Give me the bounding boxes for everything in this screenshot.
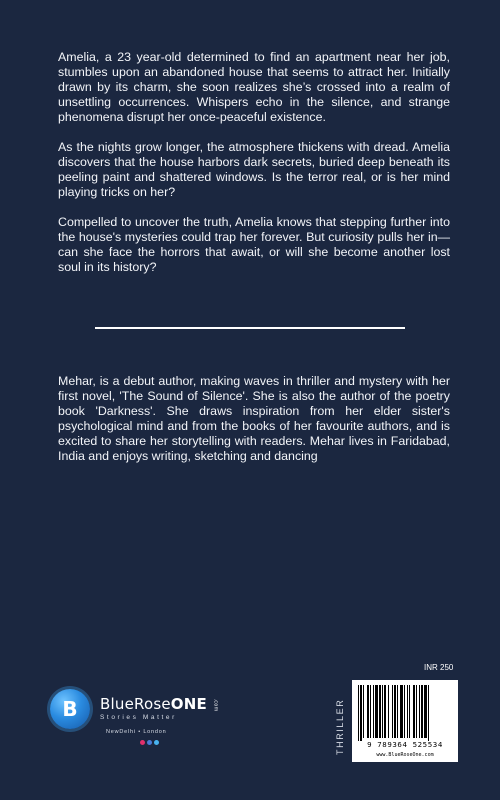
barcode-bar [392,685,393,738]
blurb-paragraph-2: As the nights grow longer, the atmosphere thickens with dread. Amelia discovers that the house harbors dark secrets, buried deep beneath its peeling paint and shattered windows. Is the terror real, or is her mind playing tricks on her? [58,140,450,199]
publisher-logo [50,689,250,749]
barcode-bar [419,685,420,738]
publisher-name-part1: BlueRose [100,695,171,713]
barcode-bar [375,685,378,738]
barcode-bar [373,685,374,738]
barcode-bar [416,685,417,738]
barcode-bar [428,685,429,741]
barcode-bar [370,685,371,738]
barcode-bar [360,685,362,741]
blurb-paragraph-3: Compelled to uncover the truth, Amelia knows that stepping further into the house's mysteries could trap her forever. But curiosity pulls her in—can she face the horrors that await, or will she become another lost soul in its history? [58,215,450,274]
barcode-bar [388,685,389,738]
publisher-cities: NewDelhi • London [106,729,167,735]
barcode-bar [384,685,386,738]
author-bio: Mehar, is a debut author, making waves in thriller and mystery with her first novel, 'The Sound of Silence'. She is also the author of the poetry book 'Darkness'. She draws inspiration from her elder sister's psychological mind and from the books of her favourite authors, and is excited to share her storytelling with readers. Mehar lives in Faridabad, India and enjoys writing, sketching and dancing [58,374,450,463]
section-divider [95,327,405,329]
barcode-bar [407,685,408,738]
back-cover-blurb [58,50,450,290]
barcode-bar [358,685,359,741]
instagram-icon [140,740,145,745]
publisher-website: www.BlueRoseOne.com [376,752,434,758]
barcode-bar [367,685,369,738]
publisher-tagline: Stories Matter [100,714,177,721]
blurb-paragraph-1: Amelia, a 23 year-old determined to find an apartment near her job, stumbles upon an abandoned house that seems to attract her. Initially drawn by its charm, she soon realizes she’s crossed into a realm of unsettling occurrences. Whispers echo in the silence, and strange phenomena disrupt her once-peaceful existence. [58,50,450,124]
isbn-number: 9 789364 525534 [367,740,443,749]
barcode-bar [363,685,364,738]
barcode-bar [394,685,396,738]
barcode-bar [424,685,427,738]
publisher-name-part2: ONE [170,695,207,713]
barcode-bar [421,685,423,738]
twitter-icon [154,740,159,745]
barcode-bar [379,685,381,738]
barcode-bar [404,685,405,738]
barcode-bar [382,685,383,738]
publisher-name [100,695,222,713]
price-label: INR 250 [424,663,454,672]
publisher-logo-letter: B [62,697,78,721]
isbn-barcode [358,685,452,741]
publisher-logo-icon [50,689,90,729]
barcode-panel [352,680,458,762]
social-icons [140,740,159,745]
publisher-name-suffix: .com [212,697,219,712]
barcode-bar [400,685,403,738]
barcode-bar [409,685,410,738]
genre-label: THRILLER [335,698,345,755]
facebook-icon [147,740,152,745]
barcode-bar [413,685,415,738]
barcode-bar [397,685,398,738]
